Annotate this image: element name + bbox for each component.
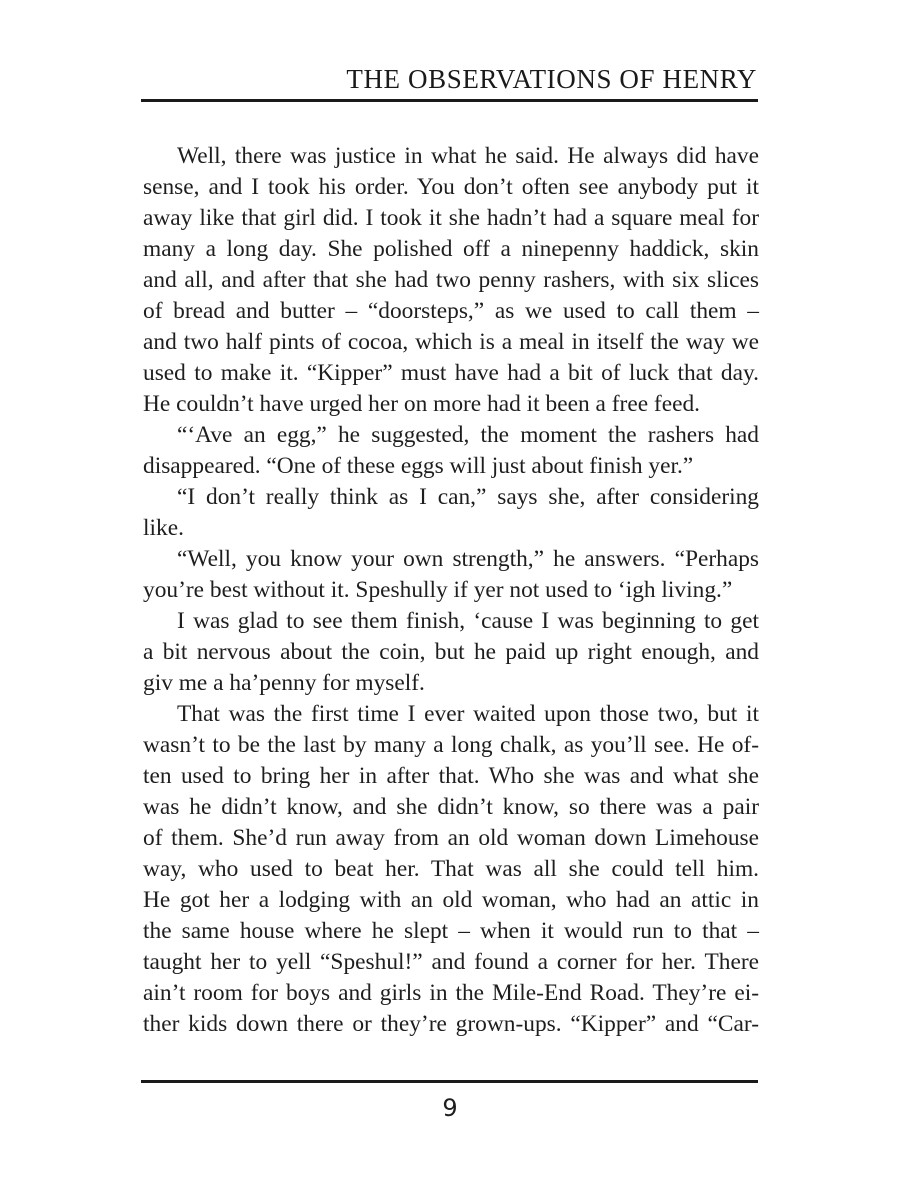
body-text xyxy=(143,141,759,1040)
text-line: ten used to bring her in after that. Who she was and what she xyxy=(143,763,759,789)
text-line: of them. She’d run away from an old woman down Limehouse xyxy=(143,825,759,851)
text-line: like. xyxy=(143,515,184,541)
text-line: sense, and I took his order. You don’t often see anybody put it xyxy=(143,174,759,200)
footer-rule xyxy=(141,1080,758,1083)
text-line: taught her to yell “Speshul!” and found a corner for her. There xyxy=(143,949,759,975)
text-line: “I don’t really think as I can,” says she, after considering xyxy=(177,484,759,510)
text-line: Well, there was justice in what he said. He always did have xyxy=(177,143,759,169)
text-line: disappeared. “One of these eggs will just about finish yer.” xyxy=(143,453,694,479)
text-line: He got her a lodging with an old woman, who had an attic in xyxy=(143,887,759,913)
text-line: and all, and after that she had two penny rashers, with six slices xyxy=(143,267,759,293)
text-line: ain’t room for boys and girls in the Mile-End Road. They’re ei- xyxy=(143,980,759,1006)
text-line: of bread and butter – “doorsteps,” as we used to call them – xyxy=(143,298,759,324)
text-line: “‘Ave an egg,” he suggested, the moment the rashers had xyxy=(177,422,759,448)
text-line: a bit nervous about the coin, but he paid up right enough, and xyxy=(143,639,759,665)
text-line: giv me a ha’penny for myself. xyxy=(143,670,425,696)
text-line: That was the first time I ever waited upon those two, but it xyxy=(177,701,759,727)
text-line: many a long day. She polished off a ninepenny haddick, skin xyxy=(143,236,759,262)
header-rule xyxy=(141,99,758,102)
text-line: He couldn’t have urged her on more had it been a free feed. xyxy=(143,391,701,417)
text-line: I was glad to see them finish, ‘cause I was beginning to get xyxy=(177,608,759,634)
text-line: used to make it. “Kipper” must have had a bit of luck that day. xyxy=(143,360,759,386)
text-line: the same house where he slept – when it would run to that – xyxy=(143,918,759,944)
text-line: way, who used to beat her. That was all she could tell him. xyxy=(143,856,759,882)
text-line: and two half pints of cocoa, which is a meal in itself the way we xyxy=(143,329,759,355)
text-line: away like that girl did. I took it she hadn’t had a square meal for xyxy=(143,205,759,231)
text-line: “Well, you know your own strength,” he answers. “Perhaps xyxy=(177,546,759,572)
page-number: 9 xyxy=(442,1094,458,1122)
text-line: you’re best without it. Speshully if yer not used to ‘igh living.” xyxy=(143,577,733,603)
text-line: was he didn’t know, and she didn’t know, so there was a pair xyxy=(143,794,759,820)
text-line: wasn’t to be the last by many a long chalk, as you’ll see. He of- xyxy=(143,732,759,758)
text-line: ther kids down there or they’re grown-ups. “Kipper” and “Car- xyxy=(143,1011,759,1037)
running-header-title: THE OBSERVATIONS OF HENRY xyxy=(346,64,757,94)
